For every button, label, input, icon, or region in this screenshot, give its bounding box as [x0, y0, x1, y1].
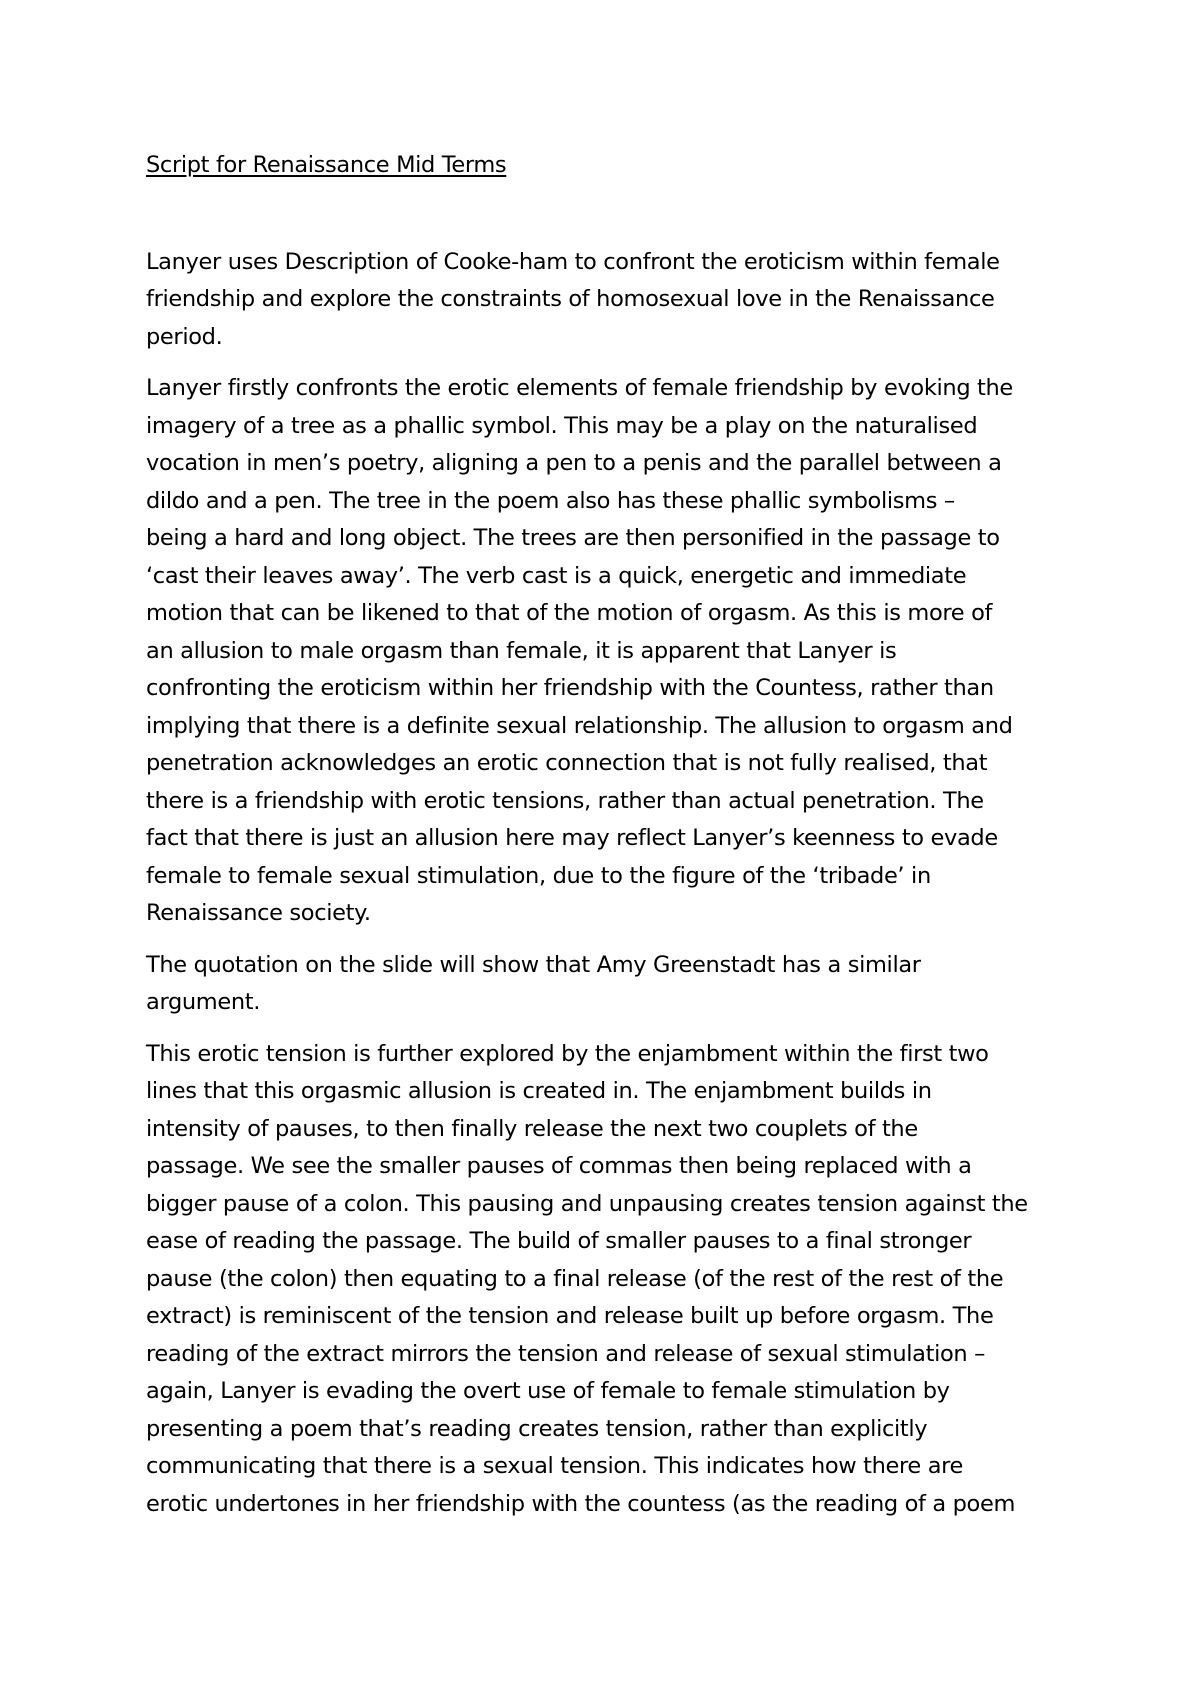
text-line: ‘cast their leaves away’. The verb cast is a quick, energetic and immediate [146, 562, 967, 589]
text-line: imagery of a tree as a phallic symbol. This may be a play on the naturalised [146, 412, 978, 439]
text-line: communicating that there is a sexual tension. This indicates how there are [146, 1453, 964, 1479]
text-line: argument. [146, 989, 261, 1015]
text-line: erotic undertones in her friendship with the countess (as the reading of a poem [146, 1490, 1016, 1517]
text-line: Lanyer uses Description of Cooke-ham to confront the eroticism within female [146, 248, 1000, 275]
text-line: motion that can be likened to that of the motion of orgasm. As this is more of [146, 600, 993, 626]
text-line: passage. We see the smaller pauses of commas then being replaced with a [146, 1153, 972, 1179]
text-line: This erotic tension is further explored by the enjambment within the first two [146, 1040, 989, 1067]
document-body [146, 147, 1066, 1537]
paragraph-1 [146, 244, 1066, 357]
text-line: again, Lanyer is evading the overt use of female to female stimulation by [146, 1378, 950, 1404]
text-line: penetration acknowledges an erotic connection that is not fully realised, that [146, 750, 988, 776]
text-line: friendship and explore the constraints of homosexual love in the Renaissance [146, 286, 995, 312]
text-line: period. [146, 323, 223, 350]
text-line: dildo and a pen. The tree in the poem also has these phallic symbolisms – [146, 487, 955, 514]
text-line: bigger pause of a colon. This pausing and unpausing creates tension against the [146, 1190, 1028, 1217]
text-line: vocation in men’s poetry, aligning a pen to a penis and the parallel between a [146, 450, 1002, 476]
text-line: implying that there is a definite sexual relationship. The allusion to orgasm and [146, 712, 1013, 739]
text-line: Lanyer firstly confronts the erotic elements of female friendship by evoking the [146, 375, 1013, 401]
text-line: The quotation on the slide will show that Amy Greenstadt has a similar [146, 951, 921, 978]
text-line: reading of the extract mirrors the tension and release of sexual stimulation – [146, 1340, 985, 1367]
text-line: intensity of pauses, to then finally release the next two couplets of the [146, 1115, 918, 1142]
text-line: being a hard and long object. The trees are then personified in the passage to [146, 525, 1000, 551]
text-line: confronting the eroticism within her friendship with the Countess, rather than [146, 675, 994, 701]
document-title: Script for Renaissance Mid Terms [146, 152, 507, 178]
text-line: fact that there is just an allusion here may reflect Lanyer’s keenness to evade [146, 825, 998, 851]
text-line: pause (the colon) then equating to a final release (of the rest of the rest of the [146, 1265, 1004, 1292]
paragraph-4 [146, 1036, 1066, 1524]
text-line: presenting a poem that’s reading creates tension, rather than explicitly [146, 1415, 928, 1442]
text-line: extract) is reminiscent of the tension and release built up before orgasm. The [146, 1303, 994, 1329]
paragraph-2 [146, 370, 1066, 933]
text-line: there is a friendship with erotic tensions, rather than actual penetration. The [146, 787, 984, 814]
text-line: female to female sexual stimulation, due to the figure of the ‘tribade’ in [146, 862, 931, 889]
text-line: an allusion to male orgasm than female, it is apparent that Lanyer is [146, 637, 897, 664]
text-line: Renaissance society. [146, 900, 371, 926]
text-line: ease of reading the passage. The build of smaller pauses to a final stronger [146, 1228, 972, 1254]
text-line: lines that this orgasmic allusion is created in. The enjambment builds in [146, 1078, 932, 1104]
paragraph-3 [146, 947, 1066, 1022]
